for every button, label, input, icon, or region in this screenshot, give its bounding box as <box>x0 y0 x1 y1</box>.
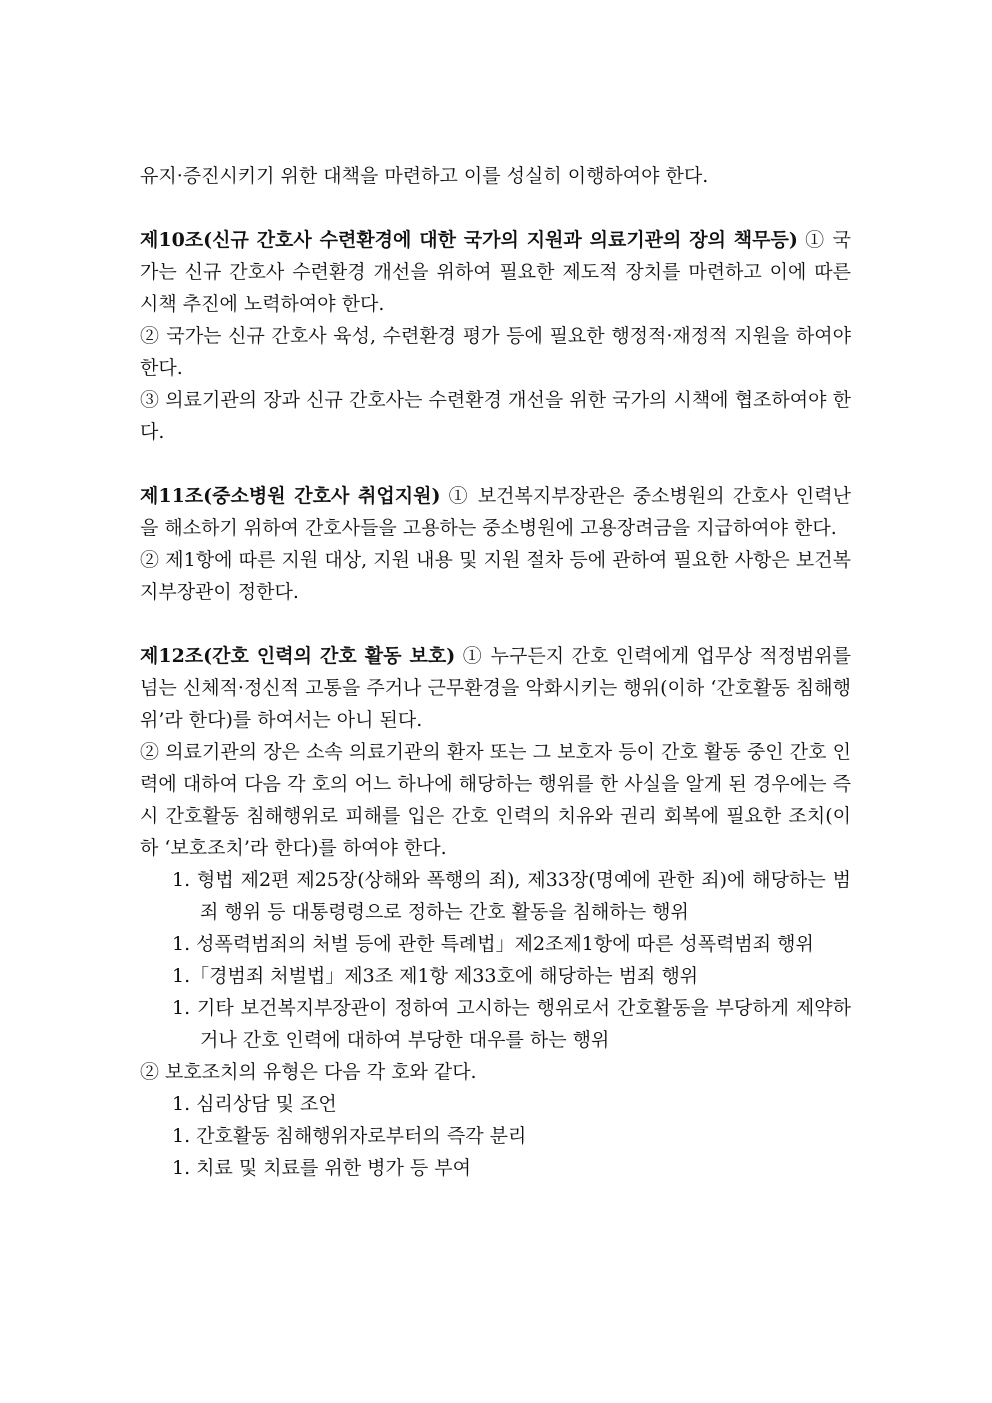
article-12-clause-1: ① 누구든지 간호 인력에게 업무상 적정범위를 넘는 신체적·정신적 고통을 주거나 근무환경을 악화시키는 행위(이하 ‘간호활동 침해행위’라 한다)를 하여서는 아니 된다. <box>140 645 851 731</box>
document-page <box>140 160 851 1184</box>
list-item: 1. 치료 및 치료를 위한 병가 등 부여 <box>172 1157 472 1179</box>
article-11-paragraph <box>140 480 851 544</box>
list-item: 1. 형법 제2편 제25장(상해와 폭행의 죄), 제33장(명예에 관한 죄)에 해당하는 범죄 행위 등 대통령령으로 정하는 간호 활동을 침해하는 행위 <box>172 869 851 923</box>
article-12-clause-3: ② 보호조치의 유형은 다음 각 호와 같다. <box>140 1061 477 1083</box>
article-11-clause-2: ② 제1항에 따른 지원 대상, 지원 내용 및 지원 절차 등에 관하여 필요한 사항은 보건복지부장관이 정한다. <box>140 549 851 603</box>
article-10-clause-3: ③ 의료기관의 장과 신규 간호사는 수련환경 개선을 위한 국가의 시책에 협조하여야 한다. <box>140 389 851 443</box>
list-item: 1.「경범죄 처벌법」제3조 제1항 제33호에 해당하는 범죄 행위 <box>172 965 699 987</box>
spacer <box>140 448 851 480</box>
article-11-heading: 제11조(중소병원 간호사 취업지원) <box>140 485 441 507</box>
article-10-paragraph <box>140 224 851 320</box>
article-11-clause-1: ① 보건복지부장관은 중소병원의 간호사 인력난을 해소하기 위하여 간호사들을 고용하는 중소병원에 고용장려금을 지급하여야 한다. <box>140 485 851 539</box>
article-12-clause-2: ② 의료기관의 장은 소속 의료기관의 환자 또는 그 보호자 등이 간호 활동 중인 간호 인력에 대하여 다음 각 호의 어느 하나에 해당하는 행위를 한 사실을 알게 된 경우에는 즉시 간호활동 침해행위로 피해를 입은 간호 인력의 치유와 권리 회복에 필요한 조치(이하 ‘보호조치’라 한다)를 하여야 한다. <box>140 741 851 859</box>
spacer <box>140 192 851 224</box>
list-item: 1. 심리상담 및 조언 <box>172 1093 337 1115</box>
list-item: 1. 성폭력범죄의 처벌 등에 관한 특례법」제2조제1항에 따른 성폭력범죄 행위 <box>172 933 814 955</box>
list-item: 1. 간호활동 침해행위자로부터의 즉각 분리 <box>172 1125 527 1147</box>
article-10-clause-1: ① 국가는 신규 간호사 수련환경 개선을 위하여 필요한 제도적 장치를 마련하고 이에 따른 시책 추진에 노력하여야 한다. <box>140 229 851 315</box>
article-10-heading: 제10조(신규 간호사 수련환경에 대한 국가의 지원과 의료기관의 장의 책무등) <box>140 229 798 251</box>
list-item: 1. 기타 보건복지부장관이 정하여 고시하는 행위로서 간호활동을 부당하게 제약하거나 간호 인력에 대하여 부당한 대우를 하는 행위 <box>172 997 851 1051</box>
spacer <box>140 608 851 640</box>
article-12-heading: 제12조(간호 인력의 간호 활동 보호) <box>140 645 456 667</box>
intro-paragraph: 유지·증진시키기 위한 대책을 마련하고 이를 성실히 이행하여야 한다. <box>140 165 709 187</box>
article-10-clause-2: ② 국가는 신규 간호사 육성, 수련환경 평가 등에 필요한 행정적·재정적 지원을 하여야 한다. <box>140 325 851 379</box>
article-12-paragraph <box>140 640 851 736</box>
